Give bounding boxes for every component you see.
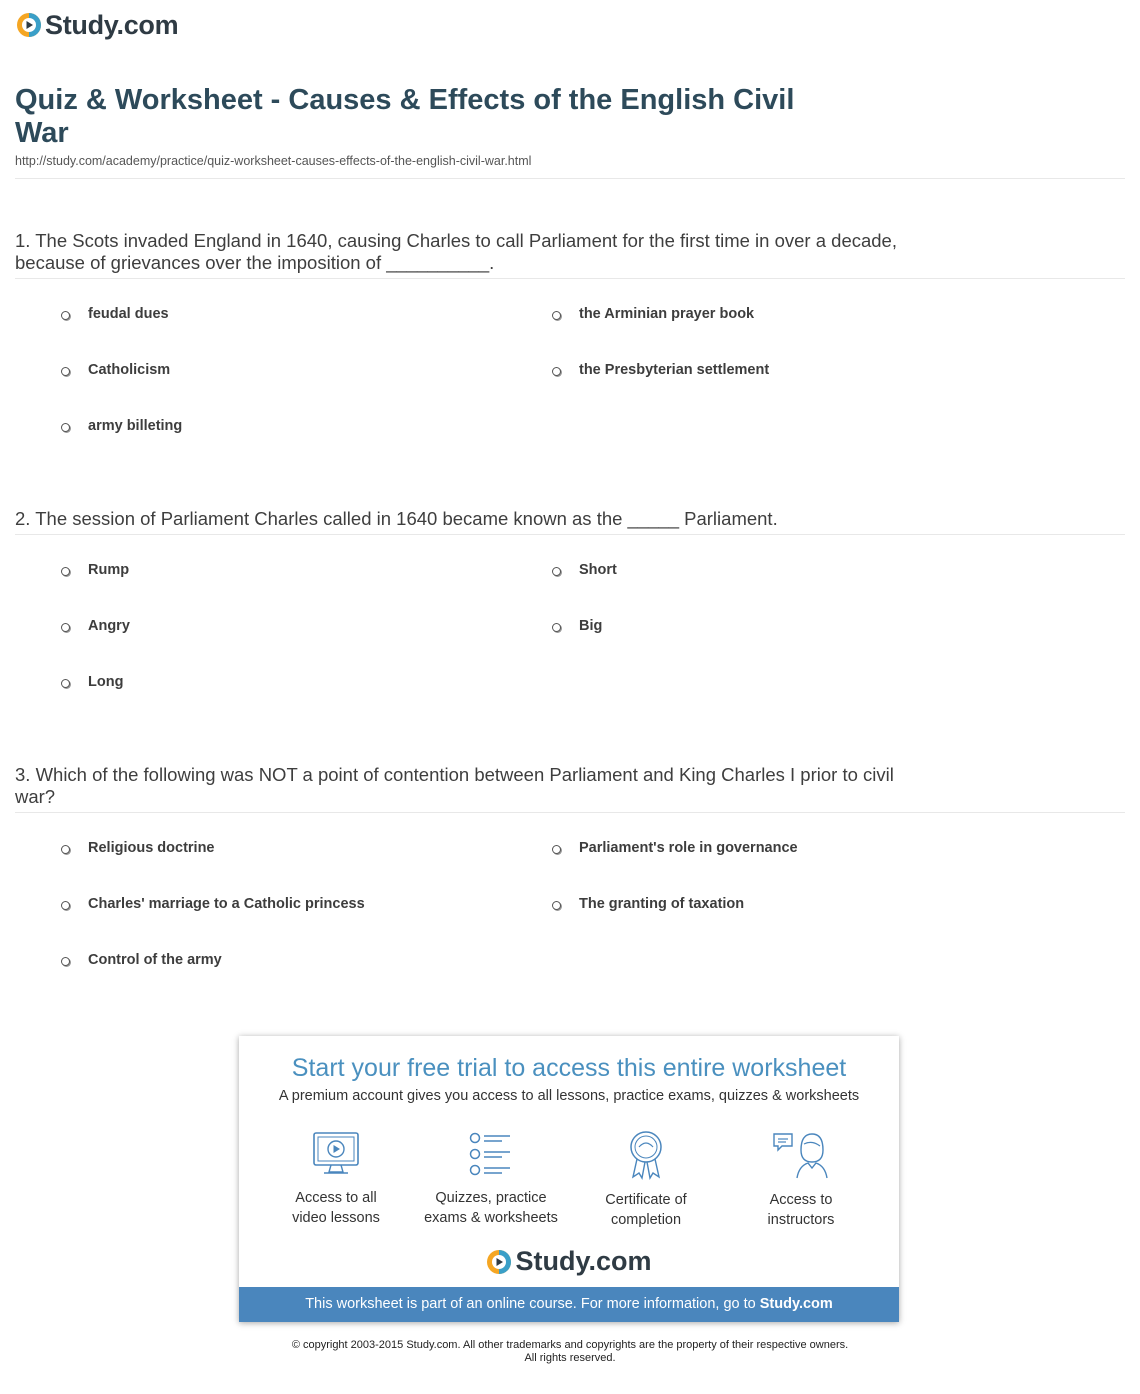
promo-title[interactable]: Start your free trial to access this entire worksheet [291,1054,847,1082]
video-lesson-icon [311,1130,361,1178]
radio-button[interactable] [552,311,561,320]
radio-button[interactable] [552,623,561,632]
study-logo[interactable] [16,10,178,40]
study-link[interactable]: Study.com [759,1296,833,1312]
question-1-divider [15,278,1125,279]
q2-option-b[interactable]: Short [552,560,617,580]
promo-subtitle: A premium account gives you access to all lessons, practice exams, quizzes & worksheets [278,1088,860,1104]
radio-button[interactable] [61,311,70,320]
radio-button[interactable] [61,367,70,376]
q3-option-a[interactable]: Religious doctrine [61,838,215,858]
study-logo-icon [16,12,42,38]
quiz-list-icon [466,1130,516,1178]
feature-video-lessons: Access to all video lessons [256,1130,416,1228]
q2-option-a[interactable]: Rump [61,560,129,580]
page-title: Quiz & Worksheet - Causes & Effects of the English Civil War [15,84,795,149]
study-logo-icon [486,1249,512,1275]
promo-info-bar: This worksheet is part of an online course. For more information, go to Study.com [239,1287,899,1322]
page-url[interactable]: http://study.com/academy/practice/quiz-worksheet-causes-effects-of-the-english-civil-war.html [15,154,532,168]
q1-option-e[interactable]: army billeting [61,416,182,436]
q2-option-c[interactable]: Angry [61,616,130,636]
question-3-divider [15,812,1125,813]
q3-option-c[interactable]: Charles' marriage to a Catholic princess [61,894,365,914]
radio-button[interactable] [61,957,70,966]
question-2-divider [15,534,1125,535]
radio-button[interactable] [552,845,561,854]
question-2-text: 2. The session of Parliament Charles called in 1640 became known as the _____ Parliament. [15,508,778,529]
q1-option-a[interactable]: feudal dues [61,304,169,324]
header-divider [15,178,1125,179]
certificate-icon [621,1130,671,1180]
radio-button[interactable] [552,567,561,576]
question-3-text: 3. Which of the following was NOT a point of contention between Parliament and King Charles I prior to civil war? [15,764,894,807]
radio-button[interactable] [61,845,70,854]
promo-study-logo[interactable]: Study.com [239,1246,899,1277]
instructor-icon [771,1130,831,1180]
radio-button[interactable] [61,623,70,632]
radio-button[interactable] [61,423,70,432]
q1-option-b[interactable]: the Arminian prayer book [552,304,754,324]
q3-option-b[interactable]: Parliament's role in governance [552,838,798,858]
q2-option-d[interactable]: Big [552,616,602,636]
feature-instructors: Access to instructors [721,1130,881,1230]
q1-option-c[interactable]: Catholicism [61,360,170,380]
free-trial-promo[interactable] [239,1036,899,1322]
feature-certificate: Certificate of completion [566,1130,726,1230]
radio-button[interactable] [552,901,561,910]
radio-button[interactable] [61,679,70,688]
question-1-text: 1. The Scots invaded England in 1640, causing Charles to call Parliament for the first time in over a decade, because of grievances over the imposition of __________. [15,230,897,273]
study-logo-text: Study.com [45,9,179,40]
q2-option-e[interactable]: Long [61,672,123,692]
feature-quizzes: Quizzes, practice exams & worksheets [411,1130,571,1228]
q3-option-d[interactable]: The granting of taxation [552,894,744,914]
q3-option-e[interactable]: Control of the army [61,950,222,970]
radio-button[interactable] [61,901,70,910]
radio-button[interactable] [552,367,561,376]
radio-button[interactable] [61,567,70,576]
q1-option-d[interactable]: the Presbyterian settlement [552,360,769,380]
copyright-footer: © copyright 2003-2015 Study.com. All other trademarks and copyrights are the property of their respective owners. All rights reserved. [291,1339,849,1364]
